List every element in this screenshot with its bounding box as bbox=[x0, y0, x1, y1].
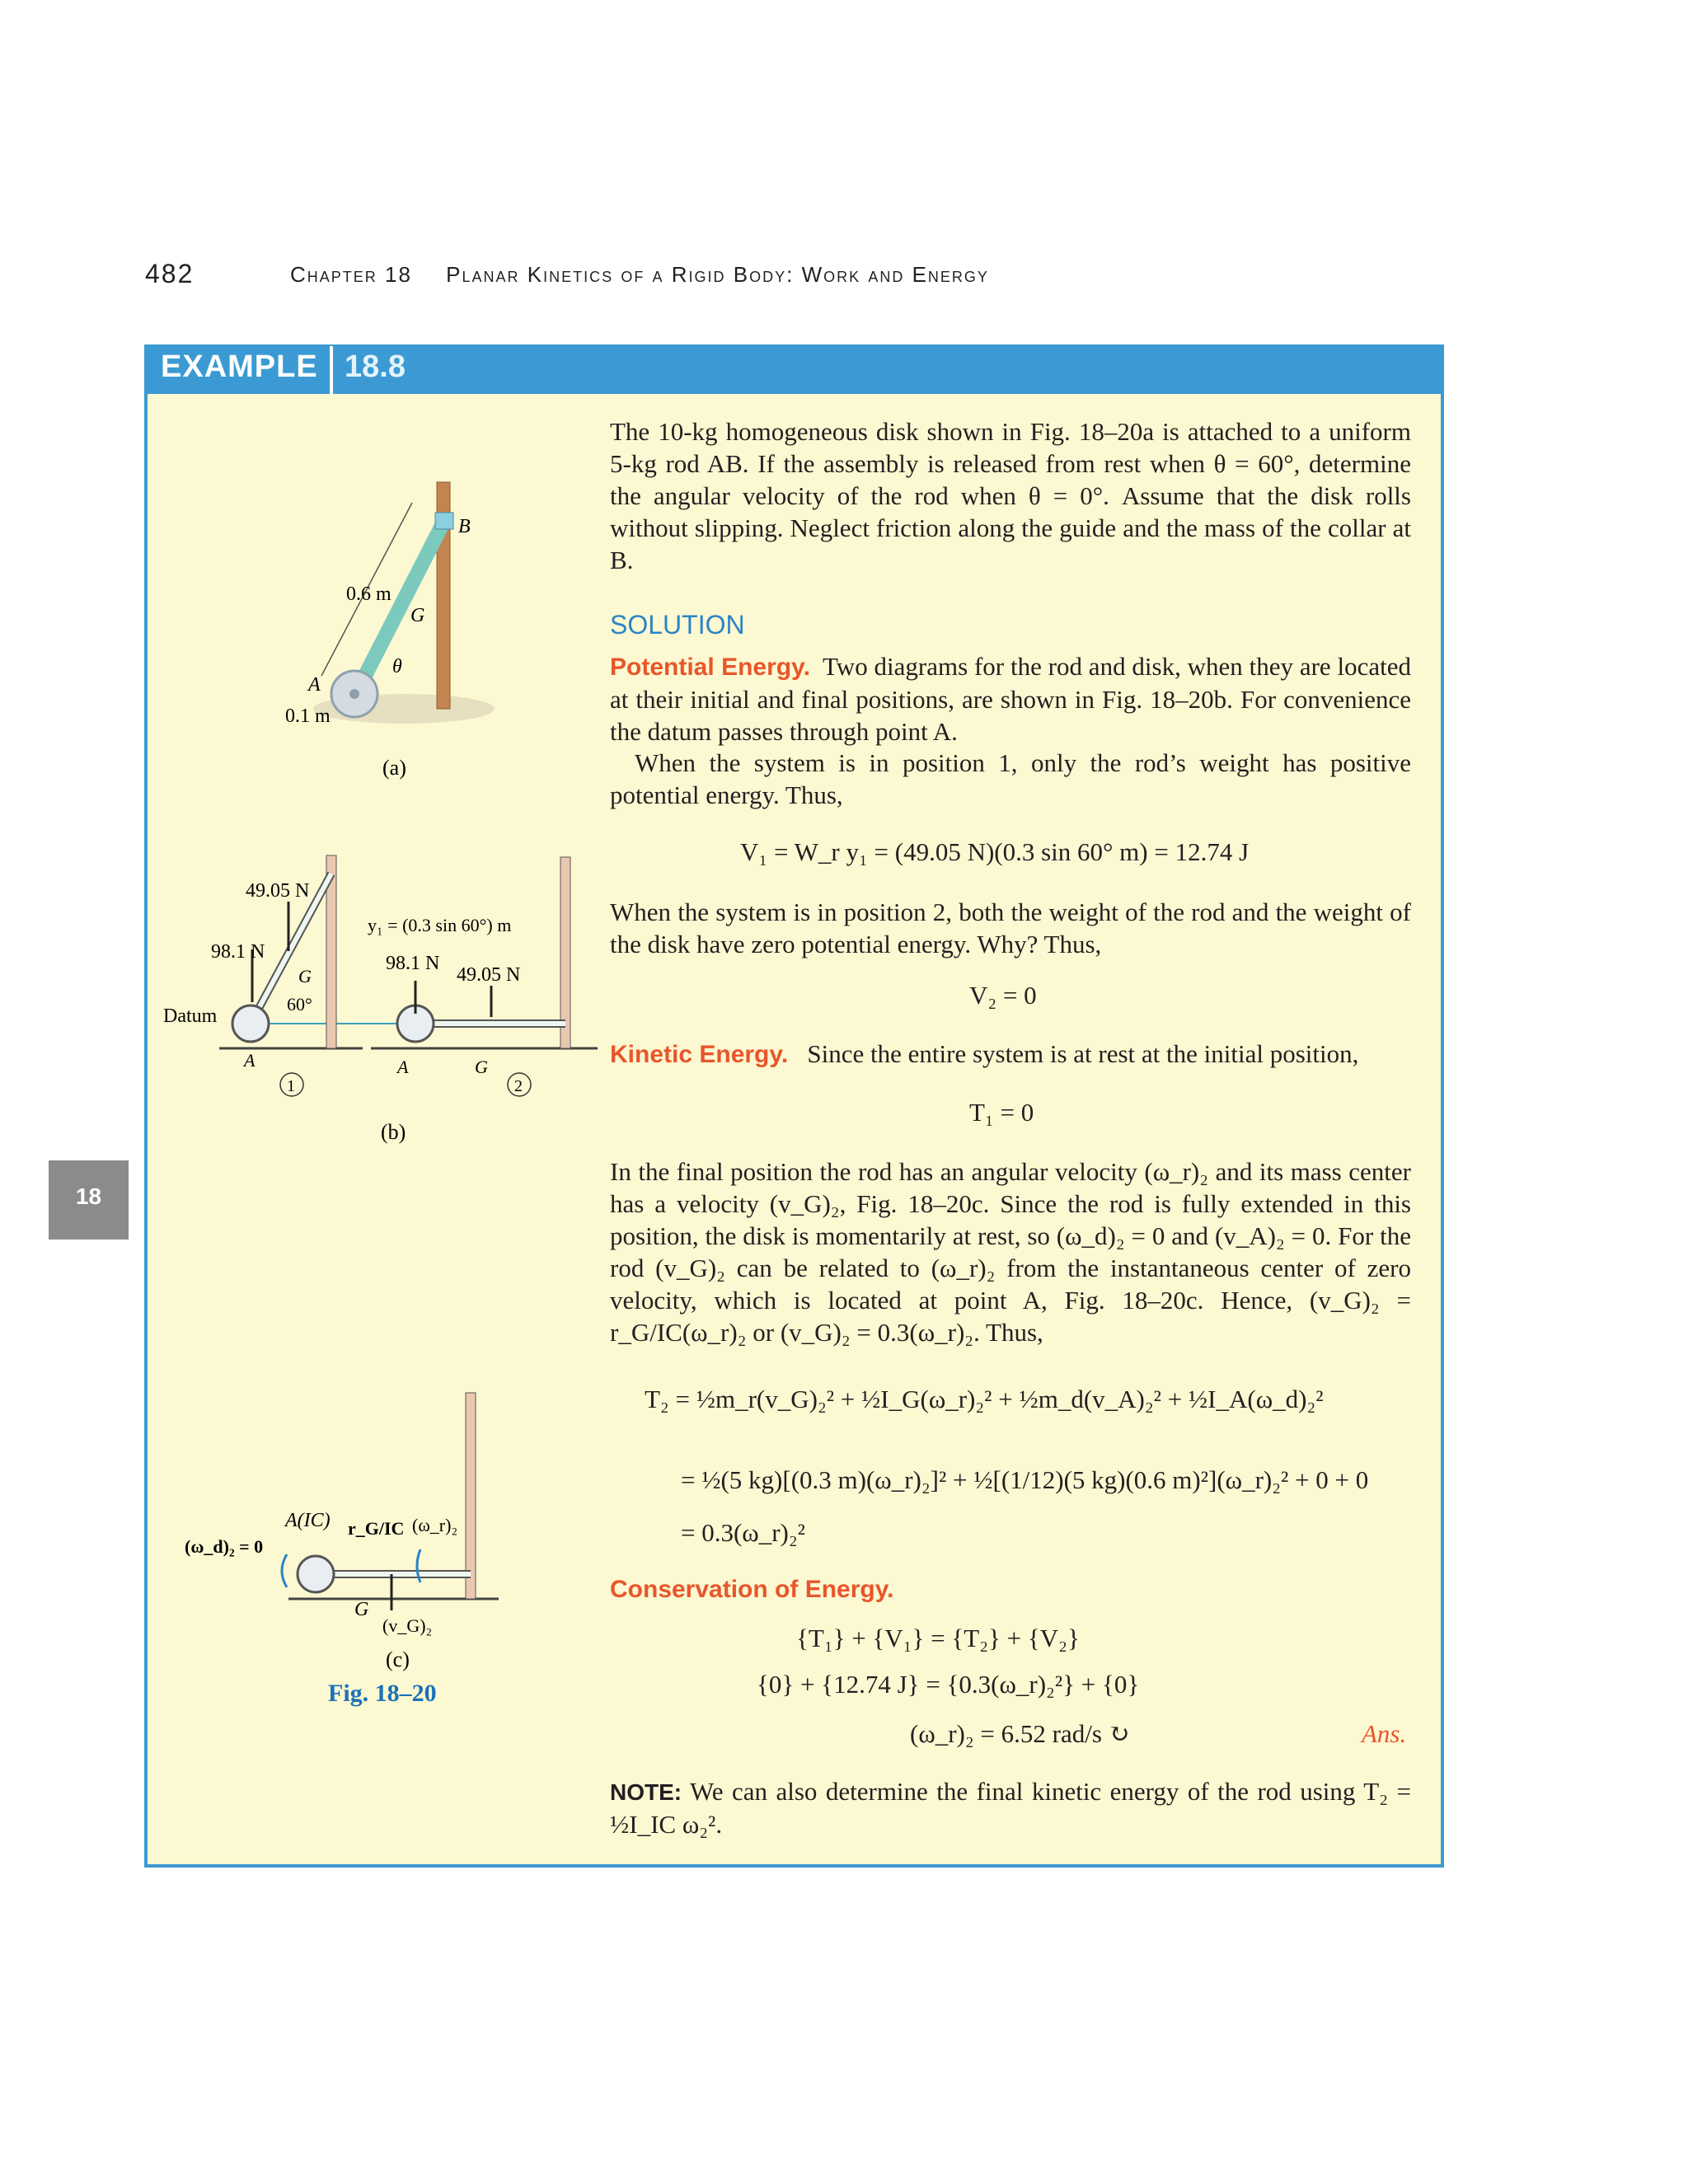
potential-text-3: When the system is in position 2, both the weight of the rod and the weight of the disk have zero potential energy. Why? Thus, bbox=[610, 898, 1411, 958]
figure-b bbox=[157, 849, 618, 1154]
running-head bbox=[290, 262, 1015, 288]
equation-v1: V₁ = W_r y₁ = (49.05 N)(0.3 sin 60° m) = 12.74 J bbox=[740, 837, 1250, 866]
arrow-omega-r bbox=[417, 1549, 420, 1582]
collar-b bbox=[435, 513, 453, 529]
running-head-chapter: Chapter 18 bbox=[290, 262, 412, 287]
figure-c bbox=[181, 1376, 511, 1681]
figure-caption: Fig. 18–20 bbox=[328, 1680, 437, 1707]
figure-a bbox=[272, 470, 544, 799]
label-w-rod-2: 49.05 N bbox=[457, 964, 521, 986]
label-g-b2: G bbox=[475, 1057, 488, 1077]
label-fig-b: (b) bbox=[381, 1120, 406, 1144]
potential-heading: Potential Energy. bbox=[610, 654, 810, 681]
example-number: 18.8 bbox=[345, 349, 406, 384]
disk-b1 bbox=[232, 1005, 269, 1042]
disk-hub-a bbox=[349, 689, 359, 699]
kinetic-text-1: Since the entire system is at rest at the initial position, bbox=[807, 1039, 1359, 1068]
label-omega-r: (ω_r)₂ bbox=[412, 1515, 458, 1535]
label-vg: (v_G)₂ bbox=[382, 1615, 433, 1636]
page-number: 482 bbox=[145, 259, 195, 288]
label-w-rod: 49.05 N bbox=[246, 880, 310, 902]
note-paragraph bbox=[610, 1775, 1411, 1840]
label-a-b2: A bbox=[397, 1057, 409, 1077]
label-pos1: 1 bbox=[287, 1077, 295, 1095]
label-theta: θ bbox=[392, 656, 402, 677]
label-b-a: B bbox=[458, 516, 471, 537]
answer-label: Ans. bbox=[1362, 1719, 1407, 1748]
potential-text-1: Two diagrams for the rod and disk, when they are located at their initial and final positions, are shown in Fig. 18–20b. For convenience the datum passes through point A. bbox=[610, 652, 1412, 746]
label-len: 0.6 m bbox=[346, 583, 392, 605]
running-head-title: Planar Kinetics of a Rigid Body: Work and Energy bbox=[446, 262, 989, 287]
disk-c bbox=[298, 1556, 334, 1592]
label-aic: A(IC) bbox=[285, 1510, 331, 1531]
equation-conservation-1: {T₁} + {V₁} = {T₂} + {V₂} bbox=[796, 1624, 1080, 1652]
chapter-tab-label: 18 bbox=[75, 1183, 102, 1209]
kinetic-paragraph bbox=[610, 1038, 1411, 1071]
note-text: We can also determine the final kinetic energy of the rod using T₂ = ½I_IC ω₂². bbox=[610, 1777, 1411, 1839]
label-omega-d: (ω_d)₂ = 0 bbox=[185, 1536, 264, 1557]
solution-heading: SOLUTION bbox=[610, 610, 745, 640]
equation-t2-line2: = ½(5 kg)[(0.3 m)(ω_r)₂]² + ½[(1/12)(5 kg)(0.6 m)²](ω_r)₂² + 0 + 0 bbox=[681, 1465, 1369, 1494]
label-g-a: G bbox=[410, 605, 425, 626]
equation-conservation-2: {0} + {12.74 J} = {0.3(ω_r)₂²} + {0} bbox=[757, 1670, 1140, 1699]
label-w-disk-2: 98.1 N bbox=[386, 953, 440, 974]
example-label: EXAMPLE bbox=[161, 349, 318, 384]
potential-text-2: When the system is in position 1, only the rod’s weight has positive potential energy. Thus, bbox=[610, 748, 1411, 809]
conservation-heading: Conservation of Energy. bbox=[610, 1576, 894, 1603]
problem-statement: The 10-kg homogeneous disk shown in Fig. 18–20a is attached to a uniform 5-kg rod AB. If the assembly is released from rest when θ = 60°, determine the angular velocity of the rod when θ = 0°. Assume that the disk rolls without slipping. Neglect friction along the guide and the mass of the collar at B. bbox=[610, 417, 1411, 574]
label-w-disk: 98.1 N bbox=[211, 941, 265, 963]
label-g-c: G bbox=[354, 1599, 369, 1620]
label-fig-a: (a) bbox=[382, 756, 406, 780]
kinetic-heading: Kinetic Energy. bbox=[610, 1041, 789, 1068]
example-header bbox=[144, 344, 1444, 394]
label-angle: 60° bbox=[287, 994, 312, 1015]
equation-result: (ω_r)₂ = 6.52 rad/s ↻ bbox=[910, 1719, 1130, 1748]
label-radius: 0.1 m bbox=[285, 705, 331, 727]
label-a-a: A bbox=[308, 674, 321, 696]
label-a-b1: A bbox=[244, 1050, 256, 1071]
equation-v2: V₂ = 0 bbox=[969, 981, 1037, 1010]
label-y1: y₁ = (0.3 sin 60°) m bbox=[368, 915, 512, 935]
header-divider bbox=[330, 346, 333, 394]
equation-t2-line1: T₂ = ½m_r(v_G)₂² + ½I_G(ω_r)₂² + ½m_d(v_A)₂² + ½I_A(ω_d)₂² bbox=[645, 1385, 1324, 1413]
label-pos2: 2 bbox=[514, 1077, 523, 1095]
label-rgic: r_G/IC bbox=[348, 1518, 405, 1539]
equation-t1: T₁ = 0 bbox=[969, 1098, 1034, 1127]
label-datum: Datum bbox=[163, 1005, 218, 1027]
equation-t2-line3: = 0.3(ω_r)₂² bbox=[681, 1518, 805, 1547]
potential-paragraph bbox=[610, 650, 1411, 748]
note-label: NOTE: bbox=[610, 1779, 682, 1805]
label-g-b: G bbox=[298, 966, 312, 987]
guide-post-c bbox=[466, 1393, 476, 1599]
label-fig-c: (c) bbox=[386, 1647, 410, 1671]
kinetic-text-2: In the final position the rod has an angular velocity (ω_r)₂ and its mass center has a velocity (v_G)₂, Fig. 18–20c. Since the rod is fully extended in this position, the disk is momentarily at rest, so (ω_d)₂ = 0 and (v_A)₂ = 0. For the rod (v_G)₂ can be related to (ω_r)₂ from the instantaneous center of zero velocity, which is located at point A, Fig. 18–20c. Hence, (v_G)₂ = r_G/IC(ω_r)₂ or (v_G)₂ = 0.3(ω_r)₂. Thus, bbox=[610, 1157, 1411, 1347]
arrow-omega-d bbox=[282, 1554, 287, 1587]
